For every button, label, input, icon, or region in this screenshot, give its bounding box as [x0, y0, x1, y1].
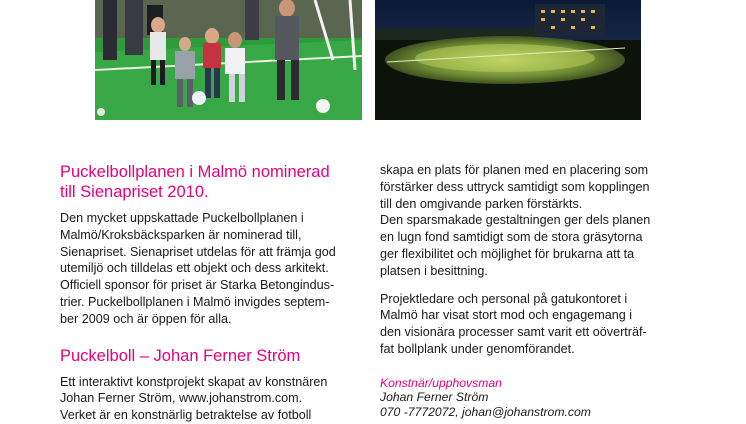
credit-contact: 070 -7772072, johan@johanstrom.com: [380, 404, 591, 419]
right-p1-line: Den sparsmakade gestaltningen ger dels planen: [380, 213, 651, 228]
right-p1-line: en lugn fond samtidigt som de stora gräsytorna: [380, 230, 643, 245]
article1-heading-line1: Puckelbollplanen i Malmö nominerad: [60, 163, 330, 181]
article1-heading-line2: till Sienapriset 2010.: [60, 183, 209, 201]
right-p1-line: förstärker dess uttryck samtidigt som kopplingen: [380, 179, 650, 194]
photo-kids-playing-football: [95, 0, 362, 120]
credit-name: Johan Ferner Ström: [380, 390, 489, 405]
photo-field-at-night: [375, 0, 641, 120]
article2-line: Johan Ferner Ström, www.johanstrom.com.: [60, 391, 303, 406]
right-p1-line: till den omgivande parken förstärkts.: [380, 196, 583, 211]
article2-paragraph: [60, 374, 360, 424]
right-p1-line: skapa en plats för planen med en placering som: [380, 163, 649, 177]
article2-heading: Puckelboll – Johan Ferner Ström: [60, 346, 301, 365]
article1-line: Sienapriset. Sienapriset utdelas för att främja god: [60, 244, 336, 259]
article2-line: Ett interaktivt konstprojekt skapat av konstnären: [60, 374, 328, 389]
right-paragraph2: [380, 291, 680, 358]
article1-line: Den mycket uppskattade Puckelbollplanen i: [60, 211, 304, 225]
right-p2-line: Projektledare och personal på gatukontoret i: [380, 291, 628, 306]
right-p1-line: platsen i besittning.: [380, 263, 488, 278]
article1-line: utemiljö och tilldelas ett objekt och dess arkitekt.: [60, 261, 329, 276]
article1-line: trier. Puckelbollplanen i Malmö invigdes septem-: [60, 294, 330, 309]
article1-line: Officiell sponsor för priset är Starka Betongindus-: [60, 278, 335, 293]
right-column: [380, 162, 680, 419]
right-p2-line: Malmö har visat stort mod och engagemang i: [380, 308, 632, 323]
article1-line: Malmö/Kroksbäcksparken är nominerad till,: [60, 227, 302, 242]
article2-line: Verket är en konstnärlig betraktelse av fotboll: [60, 408, 312, 423]
article1-paragraph: [60, 210, 360, 328]
right-p1-line: ger flexibilitet och möjlighet för brukarna att ta: [380, 246, 635, 261]
right-p2-line: fat bollplank under genomförandet.: [380, 341, 575, 356]
article1-heading: [60, 162, 360, 202]
right-paragraph1: [380, 162, 680, 280]
article1-line: ber 2009 och är öppen för alla.: [60, 311, 232, 326]
credit-label: Konstnär/upphovsman: [380, 375, 502, 390]
credit-block: [380, 376, 680, 420]
left-column: [60, 162, 360, 424]
right-p2-line: den visionära processer samt varit ett oöverträf-: [380, 325, 647, 340]
